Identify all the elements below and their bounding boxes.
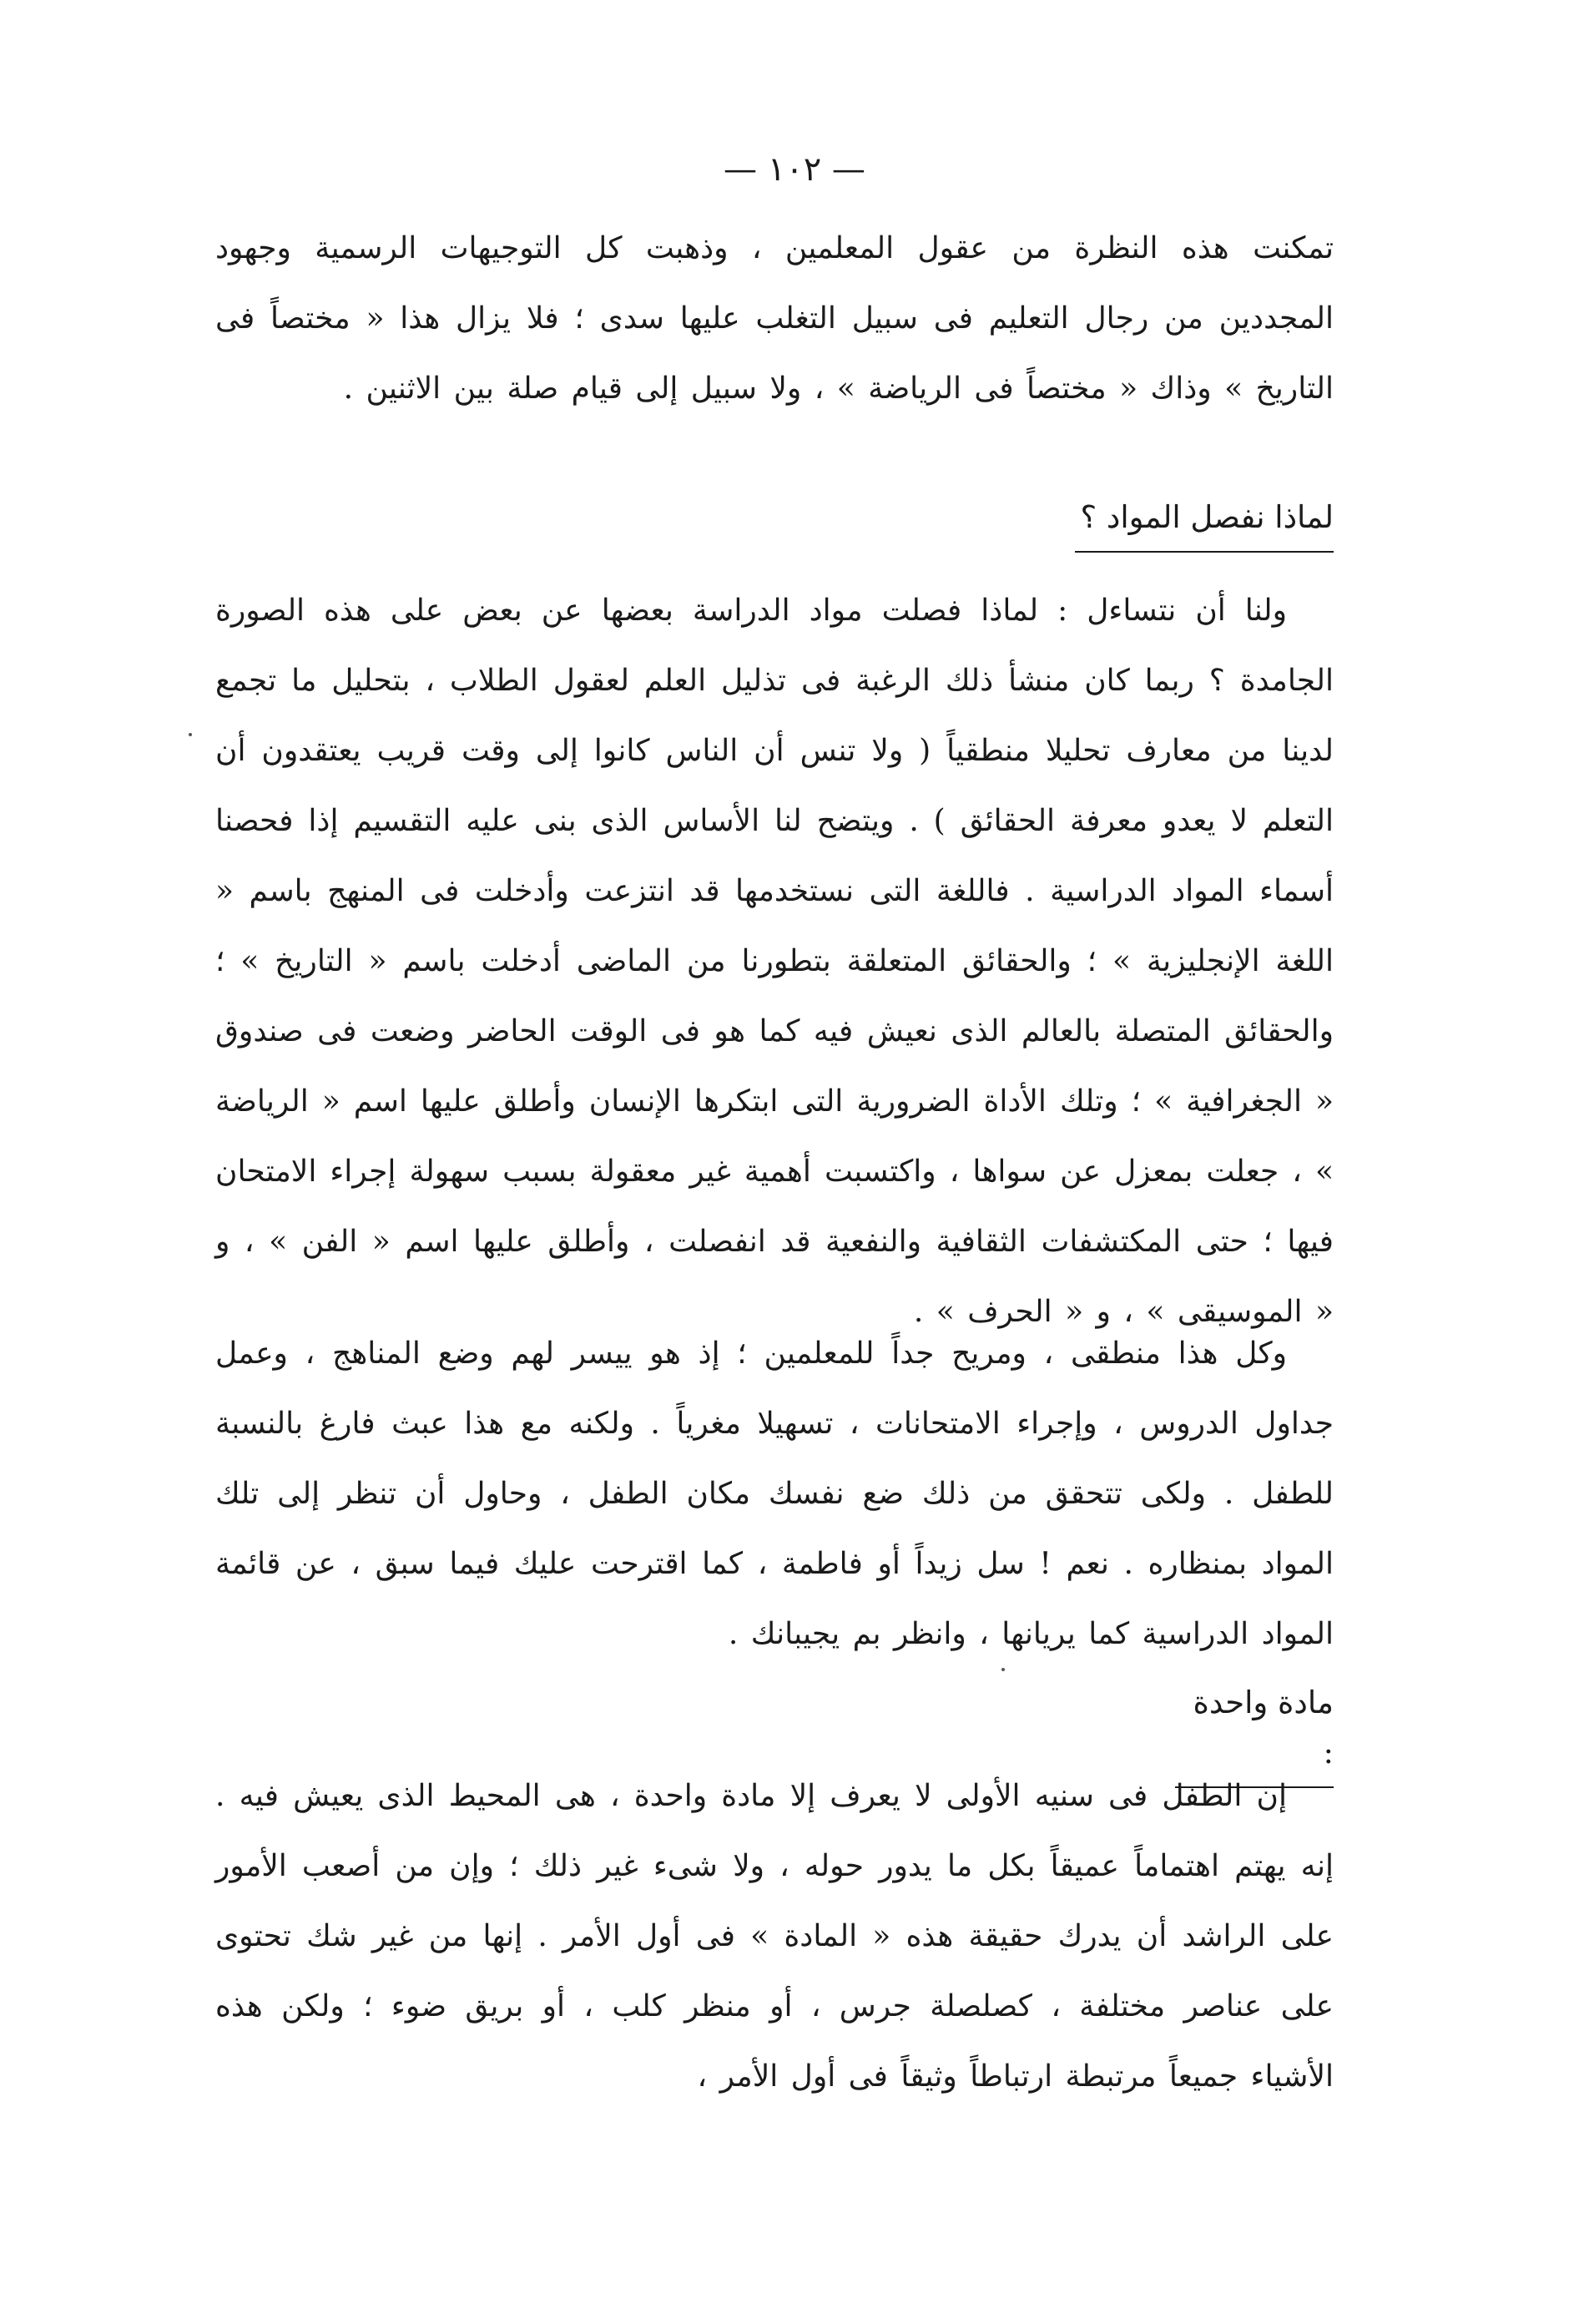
section-heading-why-separate-subjects: لماذا نفصل المواد ؟ <box>1075 493 1334 553</box>
section-2-paragraph-1: إن الطفل فى سنيه الأولى لا يعرف إلا مادة واحدة ، هى المحيط الذى يعيش فيه . إنه يهتم اهتماماً عميقاً بكل ما يدور حوله ، ولا شىء غير ذلك ؛ وإن من أصعب الأمور على الراشد أن يدرك حقيقة هذه « المادة » فى أول الأمر . إنها من غير شك تحتوى على عناصر مختلفة ، كصلصلة جرس ، أو منظر كلب ، أو بريق ضوء ؛ ولكن هذه الأشياء جميعاً مرتبطة ارتباطاً وثيقاً فى أول الأمر ، <box>215 1779 1334 2094</box>
intro-paragraph: تمكنت هذه النظرة من عقول المعلمين ، وذهبت كل التوجيهات الرسمية وجهود المجددين من رجال التعليم فى سبيل التغلب عليها سدى ؛ فلا يزال هذا « مختصاً فى التاريخ » وذاك « مختصاً فى الرياضة » ، ولا سبيل إلى قيام صلة بين الاثنين . <box>215 231 1334 406</box>
section-1-paragraph-1-block <box>215 576 1334 1347</box>
section-1-paragraph-1: ولنا أن نتساءل : لماذا فصلت مواد الدراسة بعضها عن بعض على هذه الصورة الجامدة ؟ ربما كان منشأ ذلك الرغبة فى تذليل العلم لعقول الطلاب ، بتحليل ما تجمع لدينا من معارف تحليلا منطقياً ( ولا تنس أن الناس كانوا إلى وقت قريب يعتقدون أن التعلم لا يعدو معرفة الحقائق ) . ويتضح لنا الأساس الذى بنى عليه التقسيم إذا فحصنا أسماء المواد الدراسية . فاللغة التى نستخدمها قد انتزعت وأدخلت فى المنهج باسم « اللغة الإنجليزية » ؛ والحقائق المتعلقة بتطورنا من الماضى أدخلت باسم « التاريخ » ؛ والحقائق المتصلة بالعالم الذى نعيش فيه كما هو فى الوقت الحاضر وضعت فى صندوق « الجغرافية » ؛ وتلك الأداة الضرورية التى ابتكرها الإنسان وأطلق عليها اسم « الرياضة » ، جعلت بمعزل عن سواها ، واكتسبت أهمية غير معقولة بسبب سهولة إجراء الامتحان فيها ؛ حتى المكتشفات الثقافية والنفعية قد انفصلت ، وأطلق عليها اسم « الفن » ، و « الموسيقى » ، و « الحرف » . <box>215 594 1334 1329</box>
page-number: — ١٠٢ — <box>724 150 865 189</box>
intro-text-block <box>215 214 1334 424</box>
print-speck <box>189 733 192 736</box>
print-speck <box>1001 1668 1005 1671</box>
section-2-paragraph-1-block <box>215 1761 1334 2112</box>
section-heading-one-subject: مادة واحدة : <box>1175 1678 1334 1788</box>
section-1-paragraph-2: وكل هذا منطقى ، ومريح جداً للمعلمين ؛ إذ هو ييسر لهم وضع المناهج ، وعمل جداول الدروس ، وإجراء الامتحانات ، تسهيلا مغرياً . ولكنه مع هذا عبث فارغ بالنسبة للطفل . ولكى تتحقق من ذلك ضع نفسك مكان الطفل ، وحاول أن تنظر إلى تلك المواد بمنظاره . نعم ! سل زيداً أو فاطمة ، كما اقترحت عليك فيما سبق ، عن قائمة المواد الدراسية كما يريانها ، وانظر بم يجيبانك . <box>215 1336 1334 1651</box>
section-1-paragraph-2-block <box>215 1319 1334 1670</box>
